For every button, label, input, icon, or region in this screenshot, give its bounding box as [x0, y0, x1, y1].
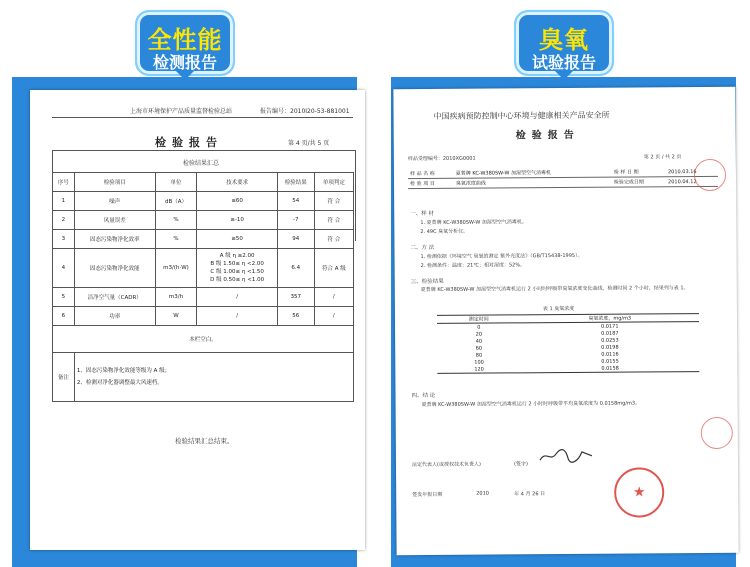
grade-line: A 级 η ≥2.00 [219, 253, 255, 259]
cell: 0.0158 [521, 364, 700, 373]
table-row [53, 249, 354, 288]
issuing-organization: 中国疾病预防控制中心环境与健康相关产品安全所 [433, 110, 610, 121]
info-label: 检 验 项 目 [408, 178, 454, 188]
table-row [53, 230, 354, 249]
cell: 0.0198 [601, 344, 619, 351]
col-header: 单项判定 [314, 173, 353, 192]
cell: m3/h [155, 288, 197, 307]
cell: -7 [277, 211, 314, 230]
cell: 0.0187 [601, 330, 619, 337]
info-row [408, 176, 718, 188]
badge-subtitle: 试验报告 [531, 53, 596, 72]
col-header: 检验项目 [74, 173, 155, 192]
cell: 6 [53, 307, 75, 326]
cell: 符 合 [314, 211, 353, 230]
info-value: 臭氧浓度曲线 [454, 177, 612, 188]
report-title: 检验报告 [155, 136, 223, 149]
cell: 0.0116 [601, 351, 619, 358]
remark-line: 2、检测对净化器调整最大风速档。 [76, 380, 163, 386]
info-label: 检 样 日 期 [612, 167, 666, 177]
col-header: 臭氧浓度，mg/m3 [520, 314, 699, 323]
info-value: 夏普牌 KC-W380SW-W 加湿型空气消毒机 [454, 168, 612, 179]
cell: 357 [277, 288, 314, 307]
cell: 4 [53, 249, 75, 288]
cell: 噪声 [74, 192, 155, 211]
side-seal [694, 159, 726, 191]
badge-pointer [554, 70, 574, 80]
page-number: 第 4 页/共 5 页 [288, 140, 330, 147]
grade-line: C 级 1.00≤ η <1.50 [210, 269, 264, 275]
cell: 1 [53, 192, 75, 211]
col-header: 测定时间 [437, 315, 521, 324]
cell: / [314, 288, 353, 307]
ozone-test-report [393, 87, 738, 555]
report-title: 检验报告 [515, 129, 580, 142]
badge-title: 全性能 [147, 26, 223, 54]
cell: / [197, 288, 277, 307]
official-seal [614, 467, 664, 517]
issue-year: 2010 [476, 490, 489, 497]
cell: 100 [474, 359, 484, 366]
cell: 符合 A 级 [314, 249, 353, 288]
cell: ≥-10 [197, 211, 277, 230]
cell: 6.4 [277, 249, 314, 288]
cell: 56 [277, 307, 314, 326]
grade-line: D 级 0.50≤ η <1.00 [210, 277, 265, 283]
col-header: 单位 [155, 173, 197, 192]
grade-requirements [197, 249, 277, 288]
issue-date: 年 4 月 26 日 [514, 491, 546, 498]
cell: 120 [437, 365, 521, 373]
col-header: 序号 [53, 173, 75, 192]
table-row [53, 211, 354, 230]
info-label: 样 品 名 称 [408, 169, 454, 179]
cell: 94 [277, 230, 314, 249]
handwritten-signature [536, 446, 596, 466]
section-text: 夏普牌 KC-W380SW-W 加湿型空气消毒机运行 2 小时时呼吸带臭氧浓度变化曲线，检测时间 2 个小时，结果列与表 1。 [420, 285, 689, 294]
performance-report-badge [135, 10, 235, 76]
summary-end: 检验结果汇总结束。 [175, 437, 234, 445]
cell: 0.0155 [601, 358, 619, 365]
cell: 风量误差 [74, 211, 155, 230]
badge-subtitle: 检测报告 [152, 53, 217, 72]
page-number: 第 2 页 / 共 2 页 [643, 154, 682, 161]
cell: 54 [277, 192, 314, 211]
table-caption: 表 1 臭氧浓度 [542, 305, 575, 313]
cell: dB（A） [155, 192, 197, 211]
table-row [53, 288, 354, 307]
section-heading: 一、样 材 [410, 210, 435, 218]
remarks-row [53, 353, 354, 402]
table-header-row [53, 173, 354, 192]
badge-title: 臭氧 [539, 26, 589, 54]
cell: 40 [475, 338, 483, 345]
cell: 20 [475, 331, 483, 338]
cell: 洁净空气量（CADR） [74, 288, 155, 307]
col-header: 技术要求 [197, 173, 277, 192]
cell: ≥50 [197, 230, 277, 249]
cell: 固态污染物净化效率 [74, 230, 155, 249]
table-row [53, 192, 354, 211]
cell: 符 合 [314, 192, 353, 211]
grade-line: B 级 1.50≤ η <2.00 [210, 261, 264, 267]
side-seal [701, 417, 733, 449]
section-text: 2. 49C 臭氧分析仪。 [420, 228, 469, 236]
ozone-concentration-table [437, 313, 699, 374]
signature-label: 法定代表人(或授权技术负责人) [411, 461, 481, 469]
remarks-label: 备注 [53, 353, 75, 402]
blank-note: 本栏空白。 [53, 326, 354, 353]
cell: 2 [53, 211, 75, 230]
results-table [52, 172, 354, 402]
cell: 0.0253 [601, 337, 619, 344]
badge-pointer [175, 70, 195, 80]
cell: 60 [475, 345, 483, 352]
cell: / [197, 307, 277, 326]
info-label: 检验完成日期 [612, 177, 666, 187]
report-number: 报告编号：2010I20-53-881001 [260, 108, 350, 115]
sample-number: 样品受理编号：2010XG0001 [407, 155, 476, 163]
divider [52, 117, 353, 118]
section-heading: 四、结 论 [411, 392, 436, 400]
cell: 符 合 [314, 230, 353, 249]
info-value: 2010.03.16 [666, 167, 718, 177]
cell: 0.0171 [601, 323, 619, 330]
remarks-content [74, 353, 353, 402]
cell: W [155, 307, 197, 326]
section-text: 2. 检测条件：温度：21℃；相对湿度：52%。 [420, 262, 526, 270]
cell: 3 [53, 230, 75, 249]
cell: / [314, 307, 353, 326]
section-heading: 三、检验结果 [410, 278, 444, 286]
cell: 功率 [74, 307, 155, 326]
section-text: 1. 检测依据《环境空气 臭氧的测定 紫外光度法》（GB/T15438-1995）。 [420, 252, 583, 261]
seal-star-icon: ★ [632, 484, 646, 501]
cell: % [155, 211, 197, 230]
summary-header: 检验结果汇总 [183, 160, 220, 167]
cell: % [155, 230, 197, 249]
performance-test-report [30, 90, 365, 550]
table-row [437, 364, 699, 373]
cell: 5 [53, 288, 75, 307]
cell: 80 [475, 352, 483, 359]
issuing-organization: 上海市环境保护产品质量监督检验总站 [130, 108, 233, 115]
section-text: 1. 夏普牌 KC-W380SW-W 加湿型空气消毒机。 [420, 219, 527, 227]
cell: m3/(h·W) [155, 249, 197, 288]
cell: 0 [477, 324, 481, 331]
issue-date-label: 签发年报日期 [412, 491, 443, 499]
blank-row [53, 326, 354, 353]
ozone-report-badge [514, 10, 614, 76]
info-value: 2010.04.12 [666, 176, 718, 186]
cell: 固态污染物净化效能 [74, 249, 155, 288]
signature-note: (签字) [513, 461, 528, 468]
section-text: 夏普牌 KC-W380SW-W 加湿型空气消毒机运行 2 小时时呼吸带平均臭氧浓度为 0.0158mg/m3。 [421, 400, 641, 409]
cell: ≤60 [197, 192, 277, 211]
table-row [53, 307, 354, 326]
section-heading: 二、方 法 [410, 244, 435, 252]
remark-line: 1、固态污染物净化效能等级为 A 级； [76, 368, 171, 374]
sample-info-table [408, 167, 718, 189]
col-header: 检验结果 [277, 173, 314, 192]
